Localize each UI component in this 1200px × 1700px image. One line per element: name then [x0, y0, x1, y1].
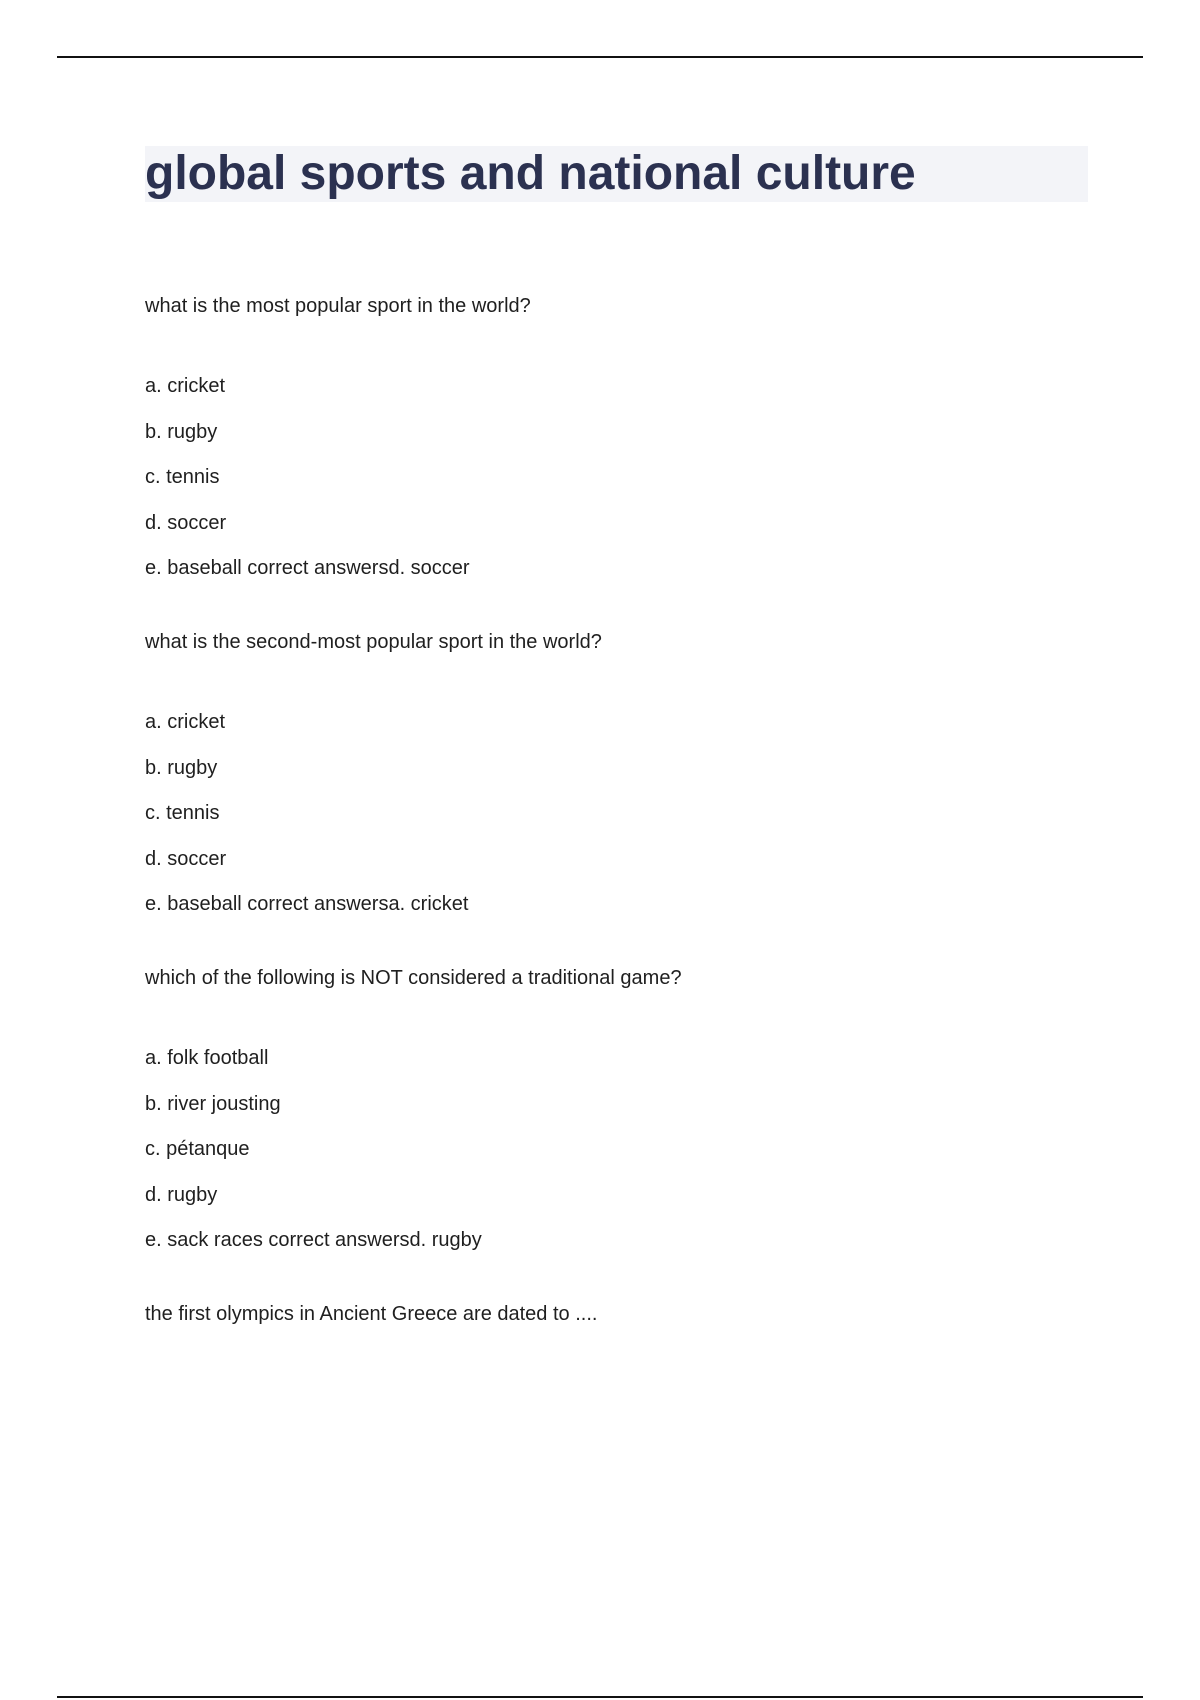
question-prompt: what is the most popular sport in the world? [145, 295, 531, 317]
option-item: c. tennis [145, 466, 220, 488]
top-rule [57, 56, 1143, 58]
option-item: a. cricket [145, 711, 226, 733]
question-list [145, 290, 1045, 1330]
question-block [145, 626, 1045, 920]
option-item: d. soccer [145, 847, 227, 870]
option-item: c. tennis [145, 802, 220, 824]
option-item: b. rugby [145, 756, 218, 779]
option-list [145, 706, 1045, 920]
option-list [145, 370, 1045, 584]
option-item: b. river jousting [145, 1092, 281, 1115]
option-item: a. cricket [145, 375, 226, 397]
bottom-rule [57, 1696, 1143, 1698]
option-item: d. soccer [145, 511, 227, 534]
option-item: b. rugby [145, 420, 218, 443]
question-prompt: which of the following is NOT considered a traditional game? [145, 967, 682, 989]
option-item: d. rugby [145, 1183, 218, 1206]
option-item: e. baseball correct answersa. cricket [145, 893, 469, 915]
option-item: a. folk football [145, 1047, 269, 1069]
question-block [145, 290, 1045, 584]
option-item: c. pétanque [145, 1138, 250, 1160]
question-prompt: what is the second-most popular sport in the world? [145, 631, 602, 653]
option-item: e. baseball correct answersd. soccer [145, 557, 470, 579]
option-list [145, 1042, 1045, 1256]
question-block [145, 962, 1045, 1256]
question-prompt: the first olympics in Ancient Greece are dated to .... [145, 1303, 598, 1325]
page-title: global sports and national culture [145, 147, 916, 200]
option-item: e. sack races correct answersd. rugby [145, 1229, 482, 1251]
question-block [145, 1298, 1045, 1330]
